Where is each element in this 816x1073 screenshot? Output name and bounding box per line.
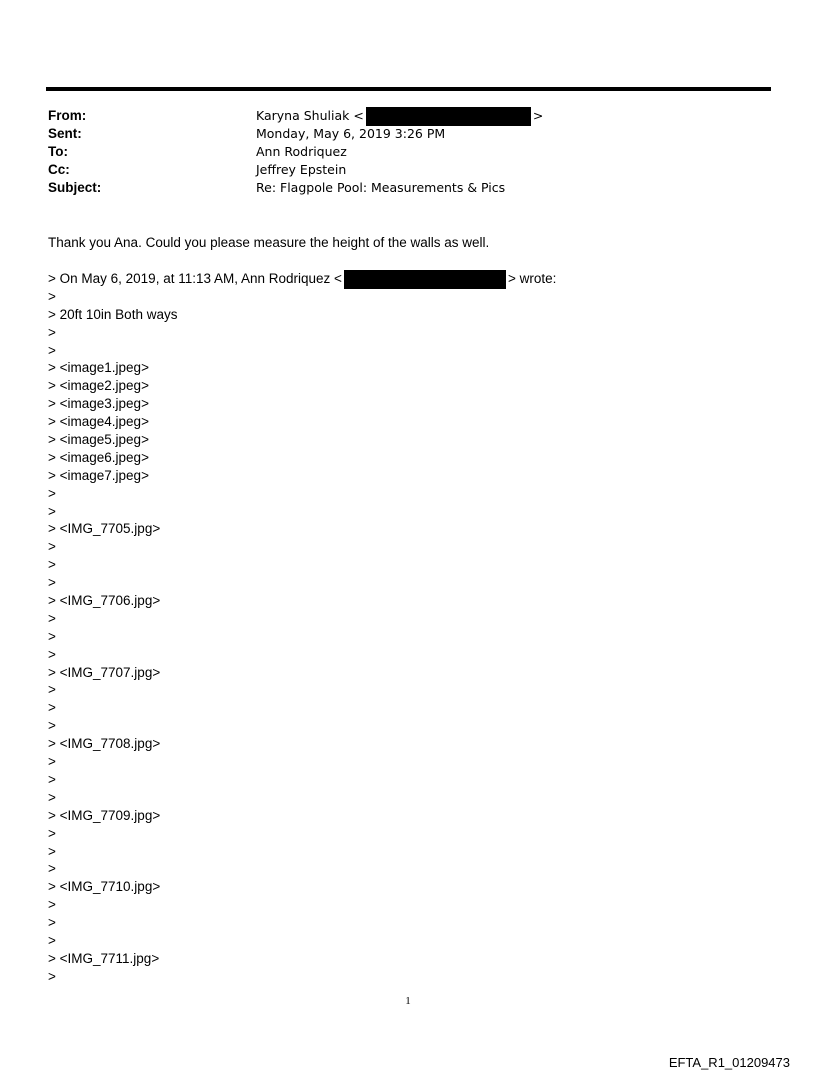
quote-line: > (48, 789, 56, 805)
quote-line: > (48, 718, 56, 734)
redaction-block (344, 270, 506, 289)
quote-line: > (48, 825, 56, 841)
sent-row (48, 125, 768, 143)
from-row (48, 107, 768, 125)
subject-row (48, 179, 768, 197)
quote-line: > (48, 503, 56, 519)
quote-lines (48, 288, 768, 986)
quote-line: > <IMG_7710.jpg> (48, 879, 161, 895)
quoted-message (48, 270, 768, 986)
page-number: 1 (405, 995, 411, 1007)
quote-line: > (48, 539, 56, 555)
quote-line: > 20ft 10in Both ways (48, 306, 178, 322)
from-name: Karyna Shuliak < (256, 108, 364, 123)
quote-line: > (48, 700, 56, 716)
sent-label: Sent: (48, 126, 82, 141)
quote-line: > <image3.jpeg> (48, 396, 149, 412)
cc-row (48, 161, 768, 179)
sent-value: Monday, May 6, 2019 3:26 PM (256, 126, 446, 141)
quote-line: > (48, 754, 56, 770)
quote-intro-before: > On May 6, 2019, at 11:13 AM, Ann Rodriquez < (48, 271, 342, 287)
cc-value: Jeffrey Epstein (256, 162, 347, 177)
quote-line: > <image1.jpeg> (48, 360, 149, 376)
quote-line: > (48, 628, 56, 644)
quote-line: > (48, 646, 56, 662)
to-value: Ann Rodriquez (256, 144, 347, 159)
quote-line: > (48, 288, 56, 304)
quote-line: > (48, 682, 56, 698)
quote-line: > <IMG_7711.jpg> (48, 950, 160, 966)
quote-line: > (48, 861, 56, 877)
quote-intro (48, 270, 768, 288)
quote-line: > <IMG_7708.jpg> (48, 736, 161, 752)
to-label: To: (48, 144, 68, 159)
from-close: > (532, 108, 544, 123)
quote-line: > (48, 324, 56, 340)
cc-label: Cc: (48, 162, 70, 177)
subject-label: Subject: (48, 180, 102, 195)
quote-line: > <image5.jpeg> (48, 432, 149, 448)
to-row (48, 143, 768, 161)
quote-line: > (48, 575, 56, 591)
quote-line: > (48, 771, 56, 787)
quote-line: > <IMG_7709.jpg> (48, 807, 161, 823)
from-value (256, 107, 543, 126)
quote-line: > <IMG_7706.jpg> (48, 593, 161, 609)
quote-line: > <IMG_7705.jpg> (48, 521, 161, 537)
quote-line: > <image7.jpeg> (48, 467, 149, 483)
header-divider (46, 87, 771, 91)
redaction-block (366, 107, 531, 126)
quote-intro-after: > wrote: (507, 271, 557, 287)
subject-value: Re: Flagpole Pool: Measurements & Pics (256, 180, 506, 195)
quote-line: > (48, 932, 56, 948)
quote-line: > (48, 968, 56, 984)
quote-line: > <image4.jpeg> (48, 414, 149, 430)
quote-line: > (48, 915, 56, 931)
quote-line: > <IMG_7707.jpg> (48, 664, 161, 680)
body-message: Thank you Ana. Could you please measure the height of the walls as well. (48, 235, 490, 250)
quote-line: > (48, 897, 56, 913)
from-label: From: (48, 108, 87, 123)
quote-line: > (48, 843, 56, 859)
email-header (48, 107, 768, 197)
quote-line: > (48, 557, 56, 573)
email-body (48, 234, 768, 252)
document-id: EFTA_R1_01209473 (668, 1055, 790, 1070)
quote-line: > (48, 610, 56, 626)
quote-line: > (48, 485, 56, 501)
quote-line: > <image2.jpeg> (48, 378, 149, 394)
quote-line: > <image6.jpeg> (48, 449, 149, 465)
quote-line: > (48, 342, 56, 358)
